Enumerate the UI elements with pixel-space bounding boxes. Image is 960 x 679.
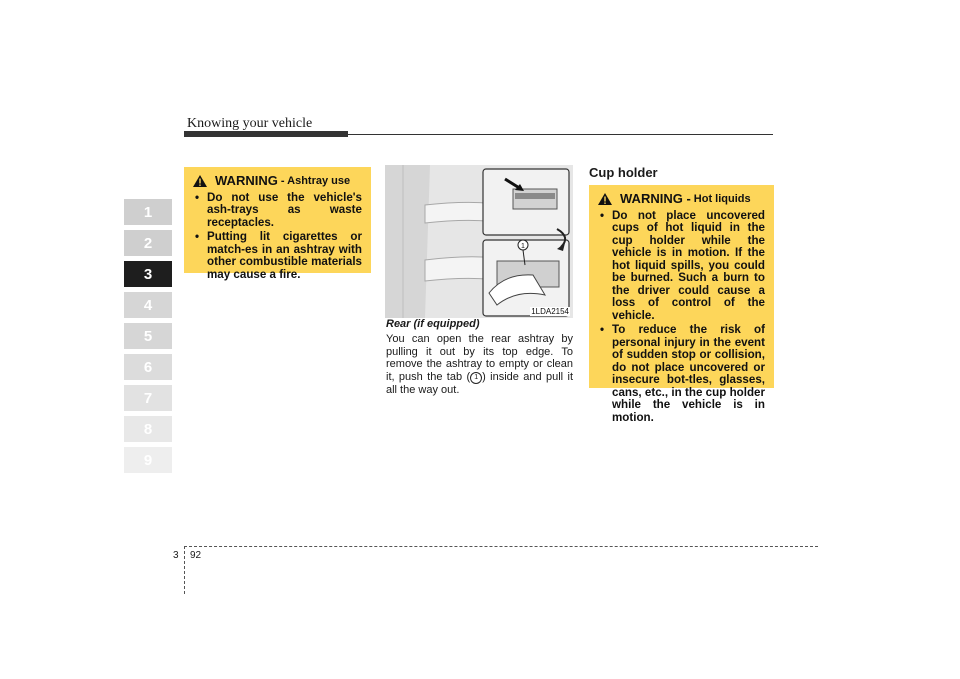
header-title: Knowing your vehicle (187, 116, 313, 131)
chapter-tab-2[interactable]: 2 (124, 230, 172, 256)
warning-ashtray-header (193, 175, 362, 188)
warning-hot-list (598, 210, 765, 425)
warning-item: • Putting lit cigarettes or match-es in an ashtray with other combustible materials may cause a fire. (193, 231, 362, 281)
chapter-tab-8[interactable]: 8 (124, 416, 172, 442)
chapter-tab-3[interactable]: 3 (124, 261, 172, 287)
rear-text-part: ) inside and pull it all the way out. (386, 370, 573, 396)
ashtray-diagram (385, 165, 573, 318)
rear-text-part: You can open the rear ashtray by pulling it out by its top edge. To remove the ashtray to empty or clean it, push the tab ( (386, 333, 573, 383)
chapter-tab-9[interactable]: 9 (124, 447, 172, 473)
footer-divider (184, 546, 185, 594)
warning-label: WARNING - (620, 191, 691, 206)
warning-item: • Do not use the vehicle's ash-trays as waste receptacles. (193, 192, 362, 230)
warning-hot-liquids-box (589, 185, 774, 424)
warning-label: WARNING (215, 173, 278, 188)
warning-item: • To reduce the risk of personal injury in the event of sudden stop or collision, do not place uncovered or insecure bot-tles, glasses, cans, etc., in the cup holder while the vehicle is in motion. (598, 324, 765, 424)
warning-triangle-icon (193, 175, 207, 187)
footer-chapter-number: 3 (173, 550, 179, 561)
footer-page-number: 92 (190, 550, 202, 561)
warning-ashtray-list (193, 192, 362, 282)
figure-code: 1LDA2154 (531, 307, 569, 316)
chapter-tab-1[interactable]: 1 (124, 199, 172, 225)
rear-caption: Rear (if equipped) (386, 318, 480, 330)
warning-subtitle: Hot liquids (693, 193, 751, 205)
chapter-tab-4[interactable]: 4 (124, 292, 172, 318)
chapter-tab-7[interactable]: 7 (124, 385, 172, 411)
warning-item: • Do not place uncovered cups of hot liquid in the cup holder while the vehicle is in motion. If the hot liquid spills, you could be burned. Such a burn to the driver could cause a loss of control of the vehicle. (598, 210, 765, 323)
warning-subtitle: - Ashtray use (280, 175, 351, 187)
cup-holder-heading: Cup holder (589, 165, 658, 180)
chapter-tab-6[interactable]: 6 (124, 354, 172, 380)
chapter-tabs (124, 199, 172, 478)
warning-triangle-icon (598, 193, 612, 205)
header-bar (184, 131, 348, 137)
rear-ashtray-illustration (385, 165, 573, 318)
footer-rule (184, 546, 818, 547)
header-rule (348, 134, 773, 135)
rear-body-text (386, 333, 573, 396)
warning-hot-header (598, 193, 765, 206)
chapter-tab-5[interactable]: 5 (124, 323, 172, 349)
warning-ashtray-box (184, 167, 371, 281)
tab-callout-icon: 1 (470, 372, 482, 384)
figure-callout: 1 (521, 243, 525, 250)
